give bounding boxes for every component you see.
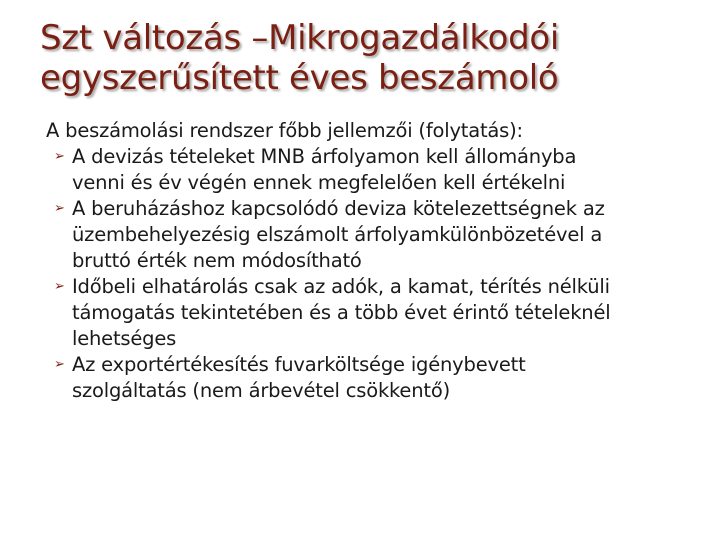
bullet-text-line: lehetséges (72, 327, 177, 350)
bullet-text-line: A devizás tételeket MNB árfolyamon kell állományba (72, 145, 577, 168)
arrowhead-bullet-icon: ➢ (54, 279, 65, 294)
intro-text: A beszámolási rendszer főbb jellemzői (folytatás): (46, 119, 523, 142)
bullet-item (46, 196, 710, 274)
slide-title (40, 18, 710, 98)
bullet-item (46, 274, 710, 352)
arrowhead-bullet-icon: ➢ (54, 149, 65, 164)
bullet-text-line: Időbeli elhatárolás csak az adók, a kamat, térítés nélküli (72, 275, 610, 298)
bullet-text-line: támogatás tekintetében és a több évet érintő tételeknél (72, 301, 611, 324)
arrowhead-bullet-icon: ➢ (54, 201, 65, 216)
bullet-text-line: bruttó érték nem módosítható (72, 249, 362, 272)
bullet-text-line: Az exportértékesítés fuvarköltsége igénybevett (72, 353, 526, 376)
bullet-text-line: szolgáltatás (nem árbevétel csökkentő) (72, 379, 450, 402)
bullet-text-line: venni és év végén ennek megfelelően kell értékelni (72, 171, 566, 194)
slide-title-line: egyszerűsített éves beszámoló (40, 58, 559, 98)
bullet-text-line: A beruházáshoz kapcsolódó deviza kötelezettségnek az (72, 197, 605, 220)
slide-title-line: Szt változás –Mikrogazdálkodói (40, 18, 560, 58)
bullet-text (72, 274, 710, 352)
bullet-text-line: üzembehelyezésig elszámolt árfolyamkülönbözetével a (72, 223, 603, 246)
arrowhead-bullet-icon: ➢ (54, 357, 65, 372)
bullet-text (72, 352, 710, 404)
bullet-text (72, 196, 710, 274)
bullet-item (46, 352, 710, 404)
bullet-text (72, 144, 710, 196)
bullet-list (46, 144, 710, 404)
slide-body (46, 118, 710, 404)
bullet-item (46, 144, 710, 196)
